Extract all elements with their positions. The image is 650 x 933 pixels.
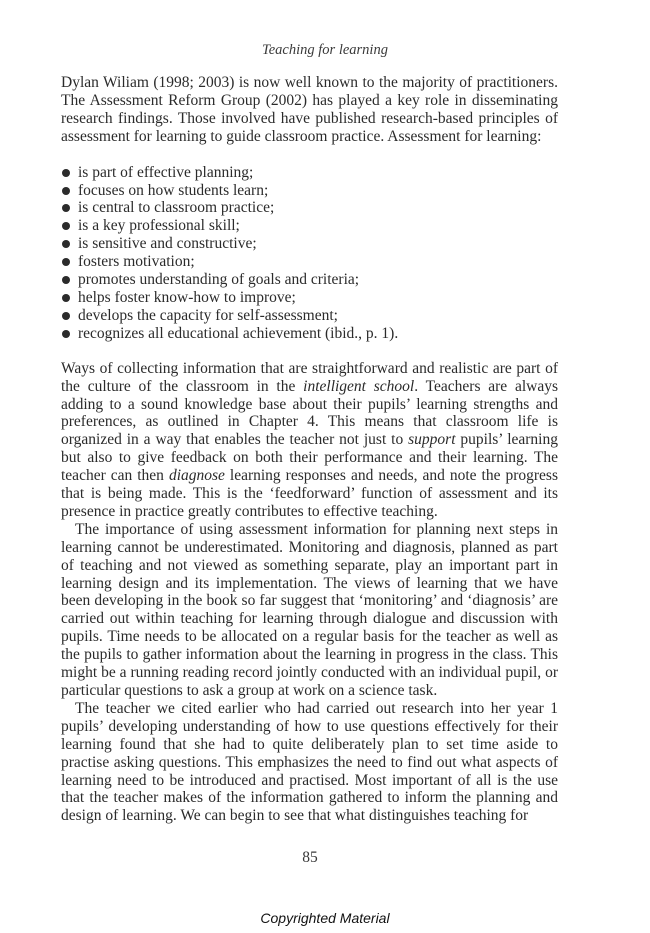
bullet-icon <box>62 169 70 177</box>
list-item: is part of effective planning; <box>61 164 558 182</box>
emphasis-intelligent-school: intelligent school <box>303 377 415 395</box>
emphasis-support: support <box>408 431 456 449</box>
list-item: fosters motivation; <box>61 253 558 271</box>
page-number: 85 <box>302 849 318 866</box>
list-item: recognizes all educational achievement (ibid., p. 1). <box>61 325 558 343</box>
bullet-icon <box>62 330 70 338</box>
paragraph-feedforward: Ways of collecting information that are straightforward and realistic are part of the culture of the classroom in the intelligent school. Teachers are always adding to a sound knowledge base about their pupils’ learning strengths and preferences, as outlined in Chapter 4. This means that classroom life is organized in a way that enables the teacher not just to support pupils’ learning but also to give feedback on both their performance and their learning. The teacher can then diagnose learning responses and needs, and note the progress that is being made. This is the ‘feedforward’ function of assessment and its presence in practice greatly contributes to effective teaching. <box>61 359 558 520</box>
list-item: is sensitive and constructive; <box>61 235 558 253</box>
bullet-icon <box>62 294 70 302</box>
list-item: is a key professional skill; <box>61 217 558 235</box>
running-header: Teaching for learning <box>262 42 388 58</box>
paragraph-assessment-planning: The importance of using assessment information for planning next steps in learning cannot be underestimated. Monitoring and diagnosis, planned as part of teaching and not viewed as something separate, play an important part in learning design and its implementation. The views of learning that we have been developing in the book so far suggest that ‘monitoring’ and ‘diagnosis’ are carried out within teaching for learning through dialogue and discussion with pupils. Time needs to be allocated on a regular basis for the teacher as well as the pupils to gather information about the learning in progress in the class. This might be a running reading record jointly conducted with an individual pupil, or particular questions to ask a group at work on a science task. <box>61 520 558 699</box>
bullet-icon <box>62 258 70 266</box>
bullet-icon <box>62 276 70 284</box>
paragraph-teacher-research: The teacher we cited earlier who had carried out research into her year 1 pupils’ developing understanding of how to use questions effectively for their learning found that she had to quite deliberately plan to set time aside to practise asking questions. This emphasizes the need to find out what aspects of learning need to be introduced and practised. Most important of all is the use that the teacher makes of the information gathered to inform the planning and design of learning. We can begin to see that what distinguishes teaching for <box>61 699 558 825</box>
bullet-icon <box>62 187 70 195</box>
bullet-list <box>61 164 558 343</box>
emphasis-diagnose: diagnose <box>168 467 225 485</box>
list-item: promotes understanding of goals and criteria; <box>61 271 558 289</box>
list-item: helps foster know-how to improve; <box>61 289 558 307</box>
bullet-icon <box>62 312 70 320</box>
bullet-icon <box>62 222 70 230</box>
bullet-icon <box>62 204 70 212</box>
bullet-icon <box>62 240 70 248</box>
list-item: is central to classroom practice; <box>61 199 558 217</box>
body-text <box>61 74 558 825</box>
intro-paragraph: Dylan Wiliam (1998; 2003) is now well known to the majority of practitioners. The Assessment Reform Group (2002) has played a key role in disseminating research findings. Those involved have published research-based principles of assessment for learning to guide classroom practice. Assessment for learning: <box>61 74 558 145</box>
list-item: develops the capacity for self-assessment; <box>61 307 558 325</box>
copyright-notice: Copyrighted Material <box>260 910 390 926</box>
list-item: focuses on how students learn; <box>61 182 558 200</box>
